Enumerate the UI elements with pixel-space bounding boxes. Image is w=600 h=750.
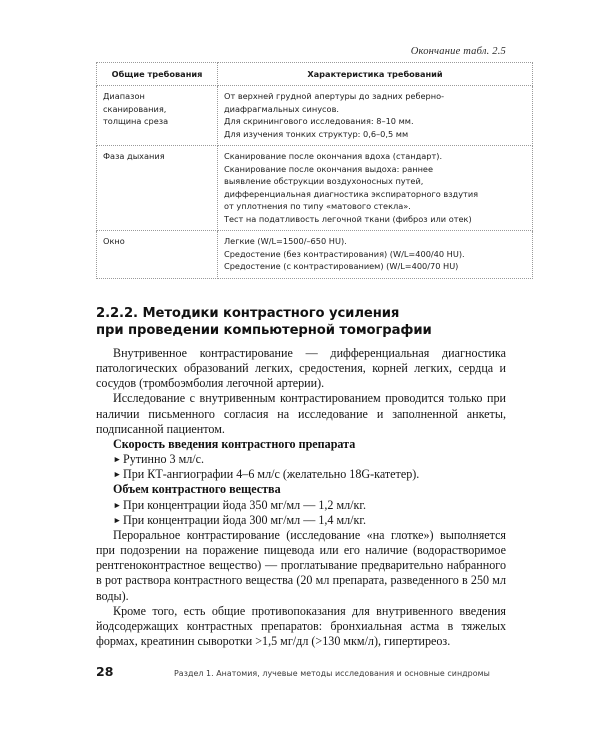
bullet-triangle-icon: ► (113, 514, 122, 525)
cell-line: от уплотнения по типу «матового стекла». (224, 201, 411, 212)
paragraph-written-consent: Исследование с внутривенным контрастированием проводится только при наличии письменного согласия на исследование и заполненной анкеты, подписанной пациентом. (96, 391, 506, 436)
list-item-label: При концентрации йода 300 мг/мл — 1,4 мл/кг. (123, 512, 367, 527)
list-injection-rate (96, 452, 506, 482)
table-header-characteristics: Характеристика требований (218, 63, 533, 86)
requirements-table (96, 62, 533, 279)
subheading-injection-rate: Скорость введения контрастного препарата (113, 436, 356, 451)
page-content (96, 46, 506, 649)
bullet-triangle-icon: ► (113, 454, 122, 465)
list-contrast-volume (96, 498, 506, 528)
list-item (96, 467, 506, 482)
list-item-label: Рутинно 3 мл/с. (123, 452, 205, 467)
cell-line: Легкие (W/L=1500/–650 HU). (224, 236, 347, 247)
bullet-triangle-icon: ► (113, 469, 122, 480)
cell-line: От верхней грудной апертуры до задних реберно- (224, 91, 445, 102)
cell-line: Окно (103, 236, 125, 247)
table-row (97, 146, 533, 231)
cell-line: Фаза дыхания (103, 151, 165, 162)
table-cell-description (218, 231, 533, 278)
cell-line: Сканирование после окончания выдоха: раннее (224, 163, 434, 174)
cell-line: Для скринингового исследования: 8–10 мм. (224, 116, 414, 127)
table-cell-label (97, 231, 218, 278)
cell-line: толщина среза (103, 116, 169, 127)
table-caption: Окончание табл. 2.5 (410, 46, 506, 57)
section-heading (96, 305, 506, 339)
list-item-label: При концентрации йода 350 мг/мл — 1,2 мл/кг. (123, 497, 367, 512)
cell-line: Сканирование после окончания вдоха (стандарт). (224, 151, 443, 162)
cell-line: дифференциальная диагностика экспираторного вздутия (224, 188, 479, 199)
section-heading-line-2: при проведении компьютерной томографии (96, 322, 432, 338)
table-header-row (97, 63, 533, 86)
paragraph-contraindications: Кроме того, есть общие противопоказания для внутривенного введения йодсодержащих контрастных препаратов: бронхиальная астма в тяжелых формах, креатинин сыворотки >1,5 мг/дл (>130 мкм/л), гипертиреоз. (96, 603, 506, 649)
cell-line: Средостение (без контрастирования) (W/L=400/40 HU). (224, 248, 465, 259)
table-row (97, 231, 533, 278)
table-head (97, 63, 533, 86)
section-heading-line-1: 2.2.2. Методики контрастного усиления (96, 305, 400, 321)
cell-line: диафрагмальных синусов. (224, 103, 339, 114)
footer-section-title: Раздел 1. Анатомия, лучевые методы исследования и основные синдромы (174, 669, 490, 678)
cell-line: сканирования, (103, 103, 167, 114)
list-item (96, 513, 506, 528)
table-body (97, 86, 533, 278)
table-cell-description (218, 146, 533, 231)
paragraph-intravenous-contrast: Внутривенное контрастирование — дифференциальная диагностика патологических образований легких, средостения, корней легких, сердца и сосудов (тромбоэмболия легочной артерии). (96, 345, 506, 391)
table-cell-description (218, 86, 533, 146)
subheading-contrast-volume: Объем контрастного вещества (113, 482, 281, 497)
table-row (97, 86, 533, 146)
bullet-triangle-icon: ► (113, 499, 122, 510)
table-cell-label (97, 146, 218, 231)
paragraph-oral-contrast: Пероральное контрастирование (исследование «на глотке») выполняется при подозрении на поражение пищевода или его наличие (водорастворимое рентгеноконтрастное вещество) — проглатывание предварительно набранного в рот раствора контрастного вещества (20 мл препарата, разведенного в 250 мл воды). (96, 527, 506, 603)
cell-line: Для изучения тонких структур: 0,6–0,5 мм (224, 128, 409, 139)
cell-line: Средостение (с контрастированием) (W/L=400/70 HU) (224, 261, 459, 272)
table-cell-label (97, 86, 218, 146)
cell-line: выявление обструкции воздухоносных путей, (224, 176, 424, 187)
page-number: 28 (96, 664, 114, 679)
table-header-general-requirements: Общие требования (97, 63, 218, 86)
page-footer (96, 664, 506, 679)
cell-line: Диапазон (103, 91, 145, 102)
list-item (96, 498, 506, 513)
list-item (96, 452, 506, 467)
list-item-label: При КТ-ангиографии 4–6 мл/с (желательно 18G-катетер). (123, 467, 420, 482)
cell-line: Тест на податливость легочной ткани (фиброз или отек) (224, 213, 472, 224)
